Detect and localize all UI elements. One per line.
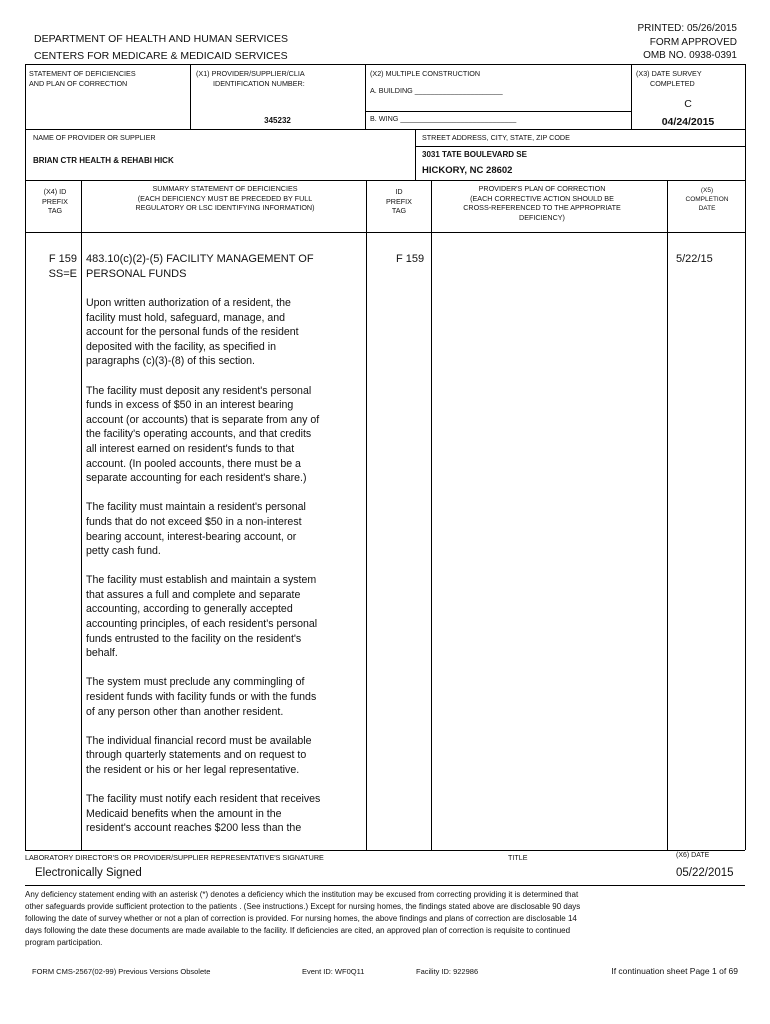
text-line: The system must preclude any commingling of — [86, 676, 305, 689]
signature-label: LABORATORY DIRECTOR'S OR PROVIDER/SUPPLIER REPRESENTATIVE'S SIGNATURE — [25, 853, 324, 862]
header-line: (EACH DEFICIENCY MUST BE PRECEDED BY FULL — [137, 193, 313, 203]
border-right — [745, 232, 746, 850]
paragraph — [86, 675, 364, 719]
column-divider — [667, 180, 668, 850]
disclaimer-line: Any deficiency statement ending with an asterisk (*) denotes a deficiency which the institution may be excused from correcting providing it is determined that — [25, 890, 579, 899]
deficiency-title-2: PERSONAL FUNDS — [86, 268, 187, 280]
text-line: deposited with the facility, as specified in — [86, 340, 277, 353]
text-line: funds in excess of $50 in an interest bearing — [86, 399, 294, 412]
disclaimer-line: following the date of survey whether or not a plan of correction is provided. For nursing homes, the above findings and plans of correction are disclosable 14 — [25, 914, 577, 923]
x6-date-label: (X6) DATE — [676, 852, 710, 859]
plan-id-tag: F 159 — [396, 253, 425, 265]
text-line: all interest earned on resident's funds to that — [86, 442, 295, 455]
x1-label-2: IDENTIFICATION NUMBER: — [213, 79, 305, 88]
omb-number: OMB NO. 0938-0391 — [643, 50, 737, 61]
signature-value: Electronically Signed — [35, 867, 142, 879]
deficiency-title-1: 483.10(c)(2)-(5) FACILITY MANAGEMENT OF — [86, 253, 314, 265]
paragraph — [86, 296, 364, 369]
x2-label: (X2) MULTIPLE CONSTRUCTION — [370, 69, 481, 78]
divider — [25, 232, 745, 233]
text-line: funds that do not exceed $50 in a non-interest — [86, 515, 302, 528]
city-state-zip: HICKORY, NC 28602 — [422, 165, 513, 176]
text-line: The individual financial record must be available — [86, 734, 312, 747]
printed-date: PRINTED: 05/26/2015 — [637, 23, 737, 34]
text-line: The facility must notify each resident that receives — [86, 793, 321, 806]
provider-id-number: 345232 — [264, 116, 291, 125]
text-line: account (or accounts) that is separate from any of — [86, 413, 320, 426]
text-line: facility must hold, safeguard, manage, and — [86, 311, 286, 324]
deficiency-tag: F 159 — [48, 253, 77, 265]
header-line: PROVIDER'S PLAN OF CORRECTION — [478, 184, 606, 193]
header-line: TAG — [47, 206, 63, 215]
scope-severity: SS=E — [48, 268, 77, 280]
column-divider — [366, 180, 367, 850]
text-line: account for the personal funds of the resident — [86, 326, 299, 339]
divider — [25, 885, 745, 886]
text-line: The facility must establish and maintain a system — [86, 574, 317, 587]
id-header — [372, 187, 426, 216]
text-line: the facility's operating accounts, and that credits — [86, 428, 312, 441]
text-line: behalf. — [86, 647, 118, 660]
completion-date: 5/22/15 — [676, 253, 713, 265]
text-line: accounting, according to generally accepted — [86, 603, 293, 616]
signature-date: 05/22/2015 — [676, 867, 734, 879]
text-line: Medicaid benefits when the amount in the — [86, 807, 282, 820]
text-line: the resident or his or her legal representative. — [86, 764, 300, 776]
x3-label-2: COMPLETED — [650, 79, 695, 88]
statement-label-1: STATEMENT OF DEFICIENCIES — [29, 69, 136, 78]
text-line: resident's account reaches $200 less than the — [86, 822, 302, 835]
header-line: PREFIX — [42, 196, 68, 206]
x4-header — [25, 187, 85, 216]
text-line: petty cash fund. — [86, 545, 161, 558]
building-field: A. BUILDING ______________________ — [370, 86, 503, 95]
header-line: DATE — [698, 205, 716, 212]
provider-name-label: NAME OF PROVIDER OR SUPPLIER — [33, 133, 156, 142]
disclaimer-line: program participation. — [25, 938, 103, 947]
text-line: The facility must maintain a resident's personal — [86, 501, 306, 514]
continuation-page: If continuation sheet Page 1 of 69 — [611, 966, 738, 976]
column-divider — [81, 180, 82, 850]
header-line: COMPLETION — [685, 196, 729, 203]
paragraph — [86, 734, 364, 778]
header-line: TAG — [391, 206, 407, 215]
divider — [365, 111, 631, 112]
facility-id: Facility ID: 922986 — [416, 967, 479, 976]
event-id: Event ID: WF0Q11 — [302, 967, 365, 976]
text-line: of any person other than another resident. — [86, 705, 284, 718]
divider — [25, 64, 745, 65]
disclaimer — [25, 889, 745, 949]
department-line-2: CENTERS FOR MEDICARE & MEDICAID SERVICES — [34, 50, 288, 62]
form-number: FORM CMS-2567(02-99) Previous Versions Obsolete — [32, 967, 211, 976]
border-right — [745, 64, 746, 232]
column-divider — [431, 180, 432, 850]
divider — [415, 129, 416, 180]
divider — [25, 129, 745, 130]
statement-label-2: AND PLAN OF CORRECTION — [29, 79, 128, 88]
survey-date: 04/24/2015 — [661, 116, 715, 128]
x3-label-1: (X3) DATE SURVEY — [636, 69, 702, 78]
address-label: STREET ADDRESS, CITY, STATE, ZIP CODE — [422, 133, 570, 142]
text-line: The facility must deposit any resident's personal — [86, 384, 312, 397]
header-line: PREFIX — [386, 196, 412, 206]
text-line: paragraphs (c)(3)-(8) of this section. — [86, 355, 255, 368]
department-line-1: DEPARTMENT OF HEALTH AND HUMAN SERVICES — [34, 33, 288, 45]
header-line: (X5) — [700, 187, 714, 194]
paragraph — [86, 500, 364, 558]
paragraph — [86, 792, 364, 836]
paragraph — [86, 384, 364, 486]
text-line: through quarterly statements and on request to — [86, 749, 307, 762]
text-line: accounting principles, of each resident's personal — [86, 618, 318, 631]
x1-label-1: (X1) PROVIDER/SUPPLIER/CLIA — [196, 69, 305, 78]
summary-header — [90, 184, 360, 213]
header-line: ID — [395, 187, 403, 196]
disclaimer-line: days following the date these documents are made available to the facility. If deficiencies are cited, an approved plan of correction is requisite to continued — [25, 926, 571, 935]
header-line: SUMMARY STATEMENT OF DEFICIENCIES — [152, 184, 298, 193]
header-line: (EACH CORRECTIVE ACTION SHOULD BE — [470, 193, 614, 203]
text-line: bearing account, interest-bearing account, or — [86, 530, 297, 543]
border-left — [25, 232, 26, 850]
disclaimer-line: other safeguards provide sufficient protection to the patients . (See instructions.) Except for nursing homes, the findings stated above are disclosable 90 days — [25, 902, 581, 911]
divider — [365, 64, 366, 129]
header-line: DEFICIENCY) — [519, 212, 565, 222]
text-line: funds entrusted to the facility on the resident's — [86, 632, 302, 645]
street-address: 3031 TATE BOULEVARD SE — [422, 150, 527, 159]
text-line: separate accounting for each resident's share.) — [86, 472, 307, 485]
text-line: Upon written authorization of a resident, the — [86, 297, 291, 309]
divider — [415, 146, 745, 147]
deficiency-text — [86, 296, 364, 851]
header-line: (X4) ID — [43, 187, 67, 196]
header-line: REGULATORY OR LSC IDENTIFYING INFORMATION) — [135, 203, 315, 212]
x5-header — [670, 186, 744, 213]
text-line: account. (In pooled accounts, there must be a — [86, 457, 301, 470]
text-line: that assures a full and complete and separate — [86, 588, 301, 601]
form-approved: FORM APPROVED — [649, 37, 737, 48]
text-line: resident funds with facility funds or with the funds — [86, 691, 317, 704]
x3-code: C — [684, 98, 692, 110]
header-line: CROSS-REFERENCED TO THE APPROPRIATE — [463, 203, 621, 212]
divider — [25, 180, 745, 181]
provider-name: BRIAN CTR HEALTH & REHABI HICK — [33, 156, 174, 165]
wing-field: B. WING _____________________________ — [370, 114, 517, 123]
paragraph — [86, 573, 364, 661]
plan-header — [432, 184, 652, 222]
title-label: TITLE — [508, 853, 528, 862]
